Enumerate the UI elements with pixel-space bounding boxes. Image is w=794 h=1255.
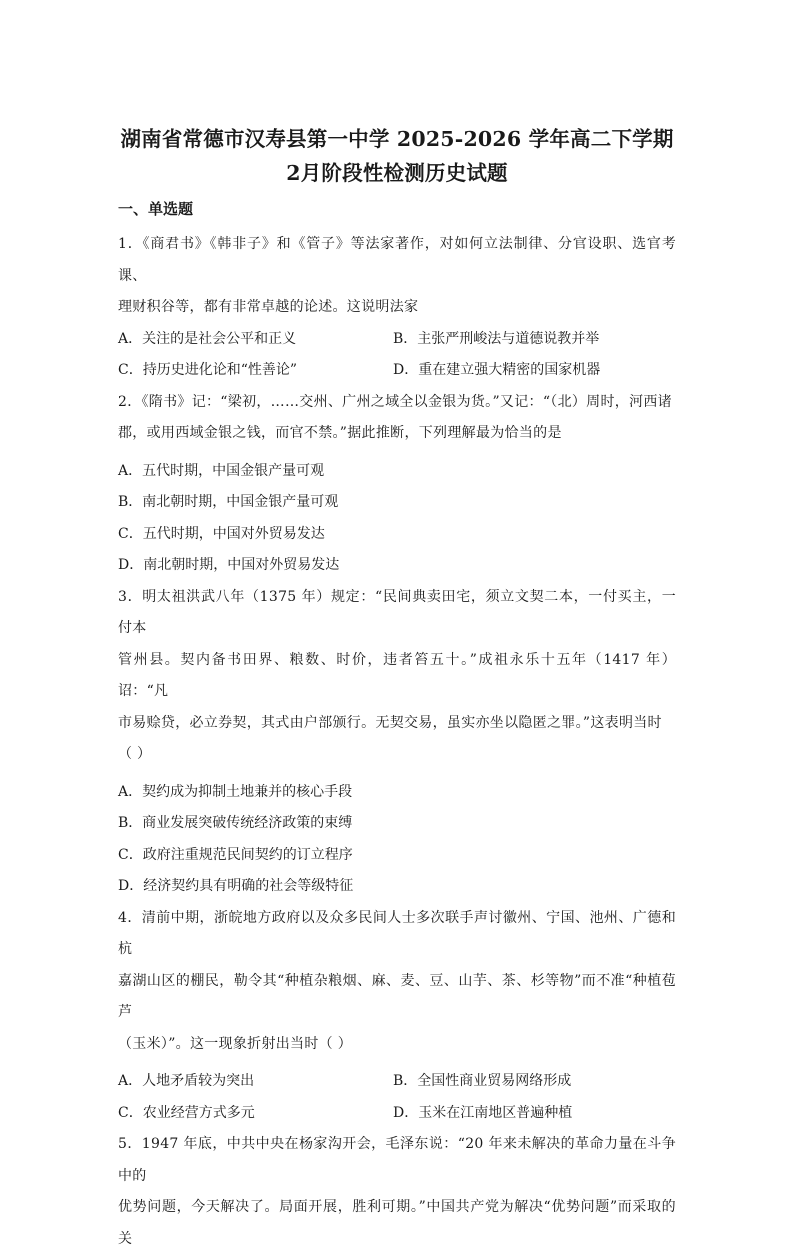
question-stem-line: 理财积谷等，都有非常卓越的论述。这说明法家 (118, 299, 419, 315)
option-a[interactable]: A．五代时期，中国金银产量可观 (118, 462, 325, 479)
option-b[interactable]: B．主张严刑峻法与道德说教并举 (393, 330, 600, 347)
question-stem-line: 4．清前中期，浙皖地方政府以及众多民间人士多次联手声讨徽州、宁国、池州、广德和杭 (118, 909, 676, 957)
question-stem-line: 郡，或用西域金银之钱，而官不禁。”据此推断，下列理解最为恰当的是 (118, 425, 562, 441)
question-stem-line: 管州县。契内备书田界、粮数、时价，违者笞五十。”成祖永乐十五年（1417 年）诏：“凡 (118, 651, 676, 699)
option-c[interactable]: C．政府注重规范民间契约的订立程序 (118, 846, 353, 863)
question-stem-line: 5．1947 年底，中共中央在杨家沟开会，毛泽东说：“20 年来未解决的革命力量在斗争中的 (118, 1136, 676, 1184)
option-b[interactable]: B．商业发展突破传统经济政策的束缚 (118, 815, 353, 831)
option-b[interactable]: B．全国性商业贸易网络形成 (393, 1073, 572, 1089)
question-stem-line: 2．《隋书》记：“梁初，……交州、广州之域全以金银为货。”又记：“（北）周时，河西诸 (118, 393, 672, 410)
question-5 (118, 1129, 676, 1255)
question-stem-line: 市易赊贷，必立券契，其式由户部颁行。无契交易，虽实亦坐以隐匿之罪。”这表明当时 (118, 714, 662, 731)
exam-title-line-1: 湖南省常德市汉寿县第一中学 2025-2026 学年高二下学期 (120, 127, 674, 151)
option-a[interactable]: A．关注的是社会公平和正义 (118, 330, 297, 347)
question-2 (118, 387, 676, 582)
option-a[interactable]: A．契约成为抑制土地兼并的核心手段 (118, 783, 353, 800)
option-c[interactable]: C．五代时期，中国对外贸易发达 (118, 525, 325, 542)
question-stem-line: 优势问题，今天解决了。局面开展，胜利可期。”中国共产党为解决“优势问题”而采取的关 (118, 1199, 676, 1247)
question-stem-line: 嘉湖山区的棚民，勒令其“种植杂粮烟、麻、麦、豆、山芋、茶、杉等物”而不准“种植苞芦 (118, 972, 676, 1020)
options-grid (118, 324, 676, 387)
option-c[interactable]: C．农业经营方式多元 (118, 1104, 255, 1121)
question-stem-line: 3．明太祖洪武八年（1375 年）规定：“民间典卖田宅，须立文契二本，一付买主，一付本 (118, 588, 676, 636)
option-d[interactable]: D．南北朝时期，中国对外贸易发达 (118, 557, 340, 573)
options-list (118, 456, 676, 582)
option-c[interactable]: C．持历史进化论和“性善论” (118, 362, 298, 378)
question-stem-line: （玉米）”。这一现象折射出当时（ ） (118, 1035, 353, 1052)
options-list (118, 777, 676, 903)
question-4 (118, 903, 676, 1130)
section-heading: 一、单选题 (118, 200, 194, 218)
option-a[interactable]: A．人地矛盾较为突出 (118, 1073, 255, 1089)
question-1 (118, 229, 676, 387)
option-d[interactable]: D．玉米在江南地区普遍种植 (393, 1104, 573, 1121)
option-d[interactable]: D．经济契约具有明确的社会等级特征 (118, 878, 354, 894)
options-grid (118, 1066, 676, 1129)
exam-title-line-2: 2月阶段性检测历史试题 (286, 161, 508, 185)
answer-blank: （ ） (118, 746, 152, 762)
question-3 (118, 582, 676, 903)
option-d[interactable]: D．重在建立强大精密的国家机器 (393, 362, 601, 378)
option-b[interactable]: B．南北朝时期，中国金银产量可观 (118, 494, 339, 510)
question-stem-line: 1．《商君书》《韩非子》和《管子》等法家著作，对如何立法制律、分官设职、选官考课、 (118, 236, 676, 284)
